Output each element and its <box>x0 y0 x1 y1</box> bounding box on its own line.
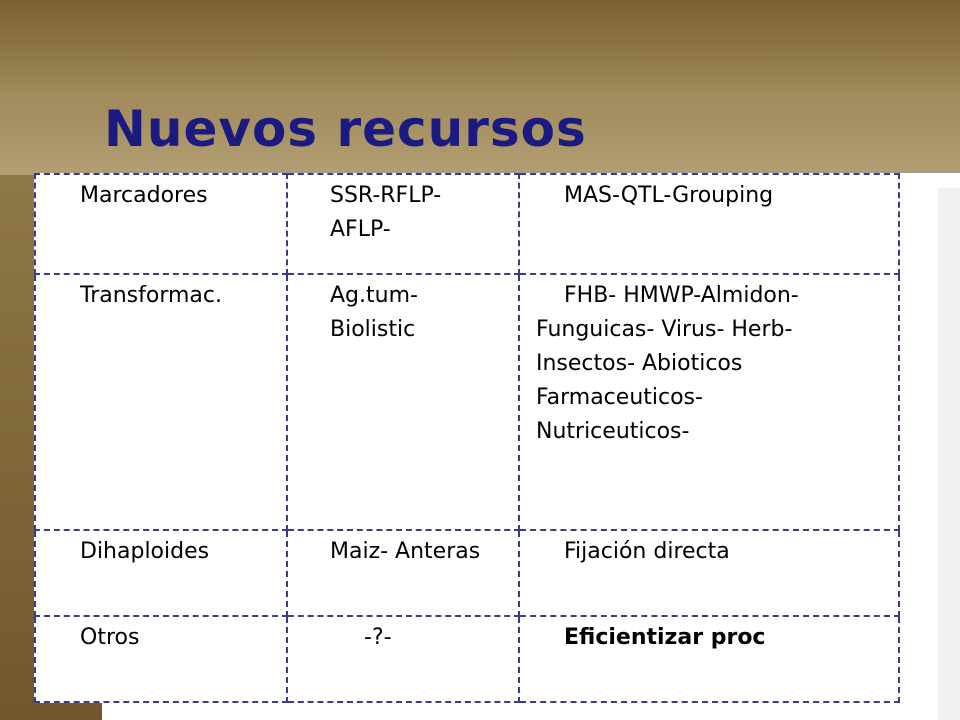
table-cell-application <box>519 616 899 702</box>
table-cell-label <box>35 274 287 530</box>
row-label: Transformac. <box>80 283 223 308</box>
application-line: MAS-QTL-Grouping <box>564 183 774 208</box>
table-cell-method <box>287 274 519 530</box>
application-line: Fijación directa <box>564 539 730 564</box>
method-line: SSR-RFLP- <box>330 183 442 208</box>
row-label: Dihaploides <box>80 539 210 564</box>
method-line: -?- <box>364 625 392 650</box>
table-cell-application <box>519 530 899 616</box>
application-line: FHB- HMWP-Almidon- <box>564 283 799 308</box>
method-line: Maiz- Anteras <box>330 539 481 564</box>
application-line: Eficientizar proc <box>564 625 766 650</box>
application-line: Funguicas- Virus- Herb- <box>536 317 793 342</box>
row-label: Otros <box>80 625 140 650</box>
panel-right-strip <box>938 188 960 720</box>
application-line: Insectos- Abioticos <box>536 351 743 376</box>
resources-table <box>34 173 900 703</box>
method-line: Biolistic <box>330 317 416 342</box>
application-line: Farmaceuticos- <box>536 385 703 410</box>
table-row-dihaploides <box>35 530 899 616</box>
table-row-otros <box>35 616 899 702</box>
table-cell-application <box>519 274 899 530</box>
application-line: Nutriceuticos- <box>536 419 690 444</box>
table-row-transformac <box>35 274 899 530</box>
method-line: Ag.tum- <box>330 283 418 308</box>
table-row-marcadores <box>35 174 899 274</box>
table-cell-label <box>35 174 287 274</box>
row-label: Marcadores <box>80 183 208 208</box>
table-cell-label <box>35 616 287 702</box>
table-cell-method <box>287 530 519 616</box>
table-cell-label <box>35 530 287 616</box>
slide-title: Nuevos recursos <box>104 100 587 158</box>
table-cell-application <box>519 174 899 274</box>
method-line: AFLP- <box>330 217 391 242</box>
table-cell-method <box>287 174 519 274</box>
table-cell-method <box>287 616 519 702</box>
